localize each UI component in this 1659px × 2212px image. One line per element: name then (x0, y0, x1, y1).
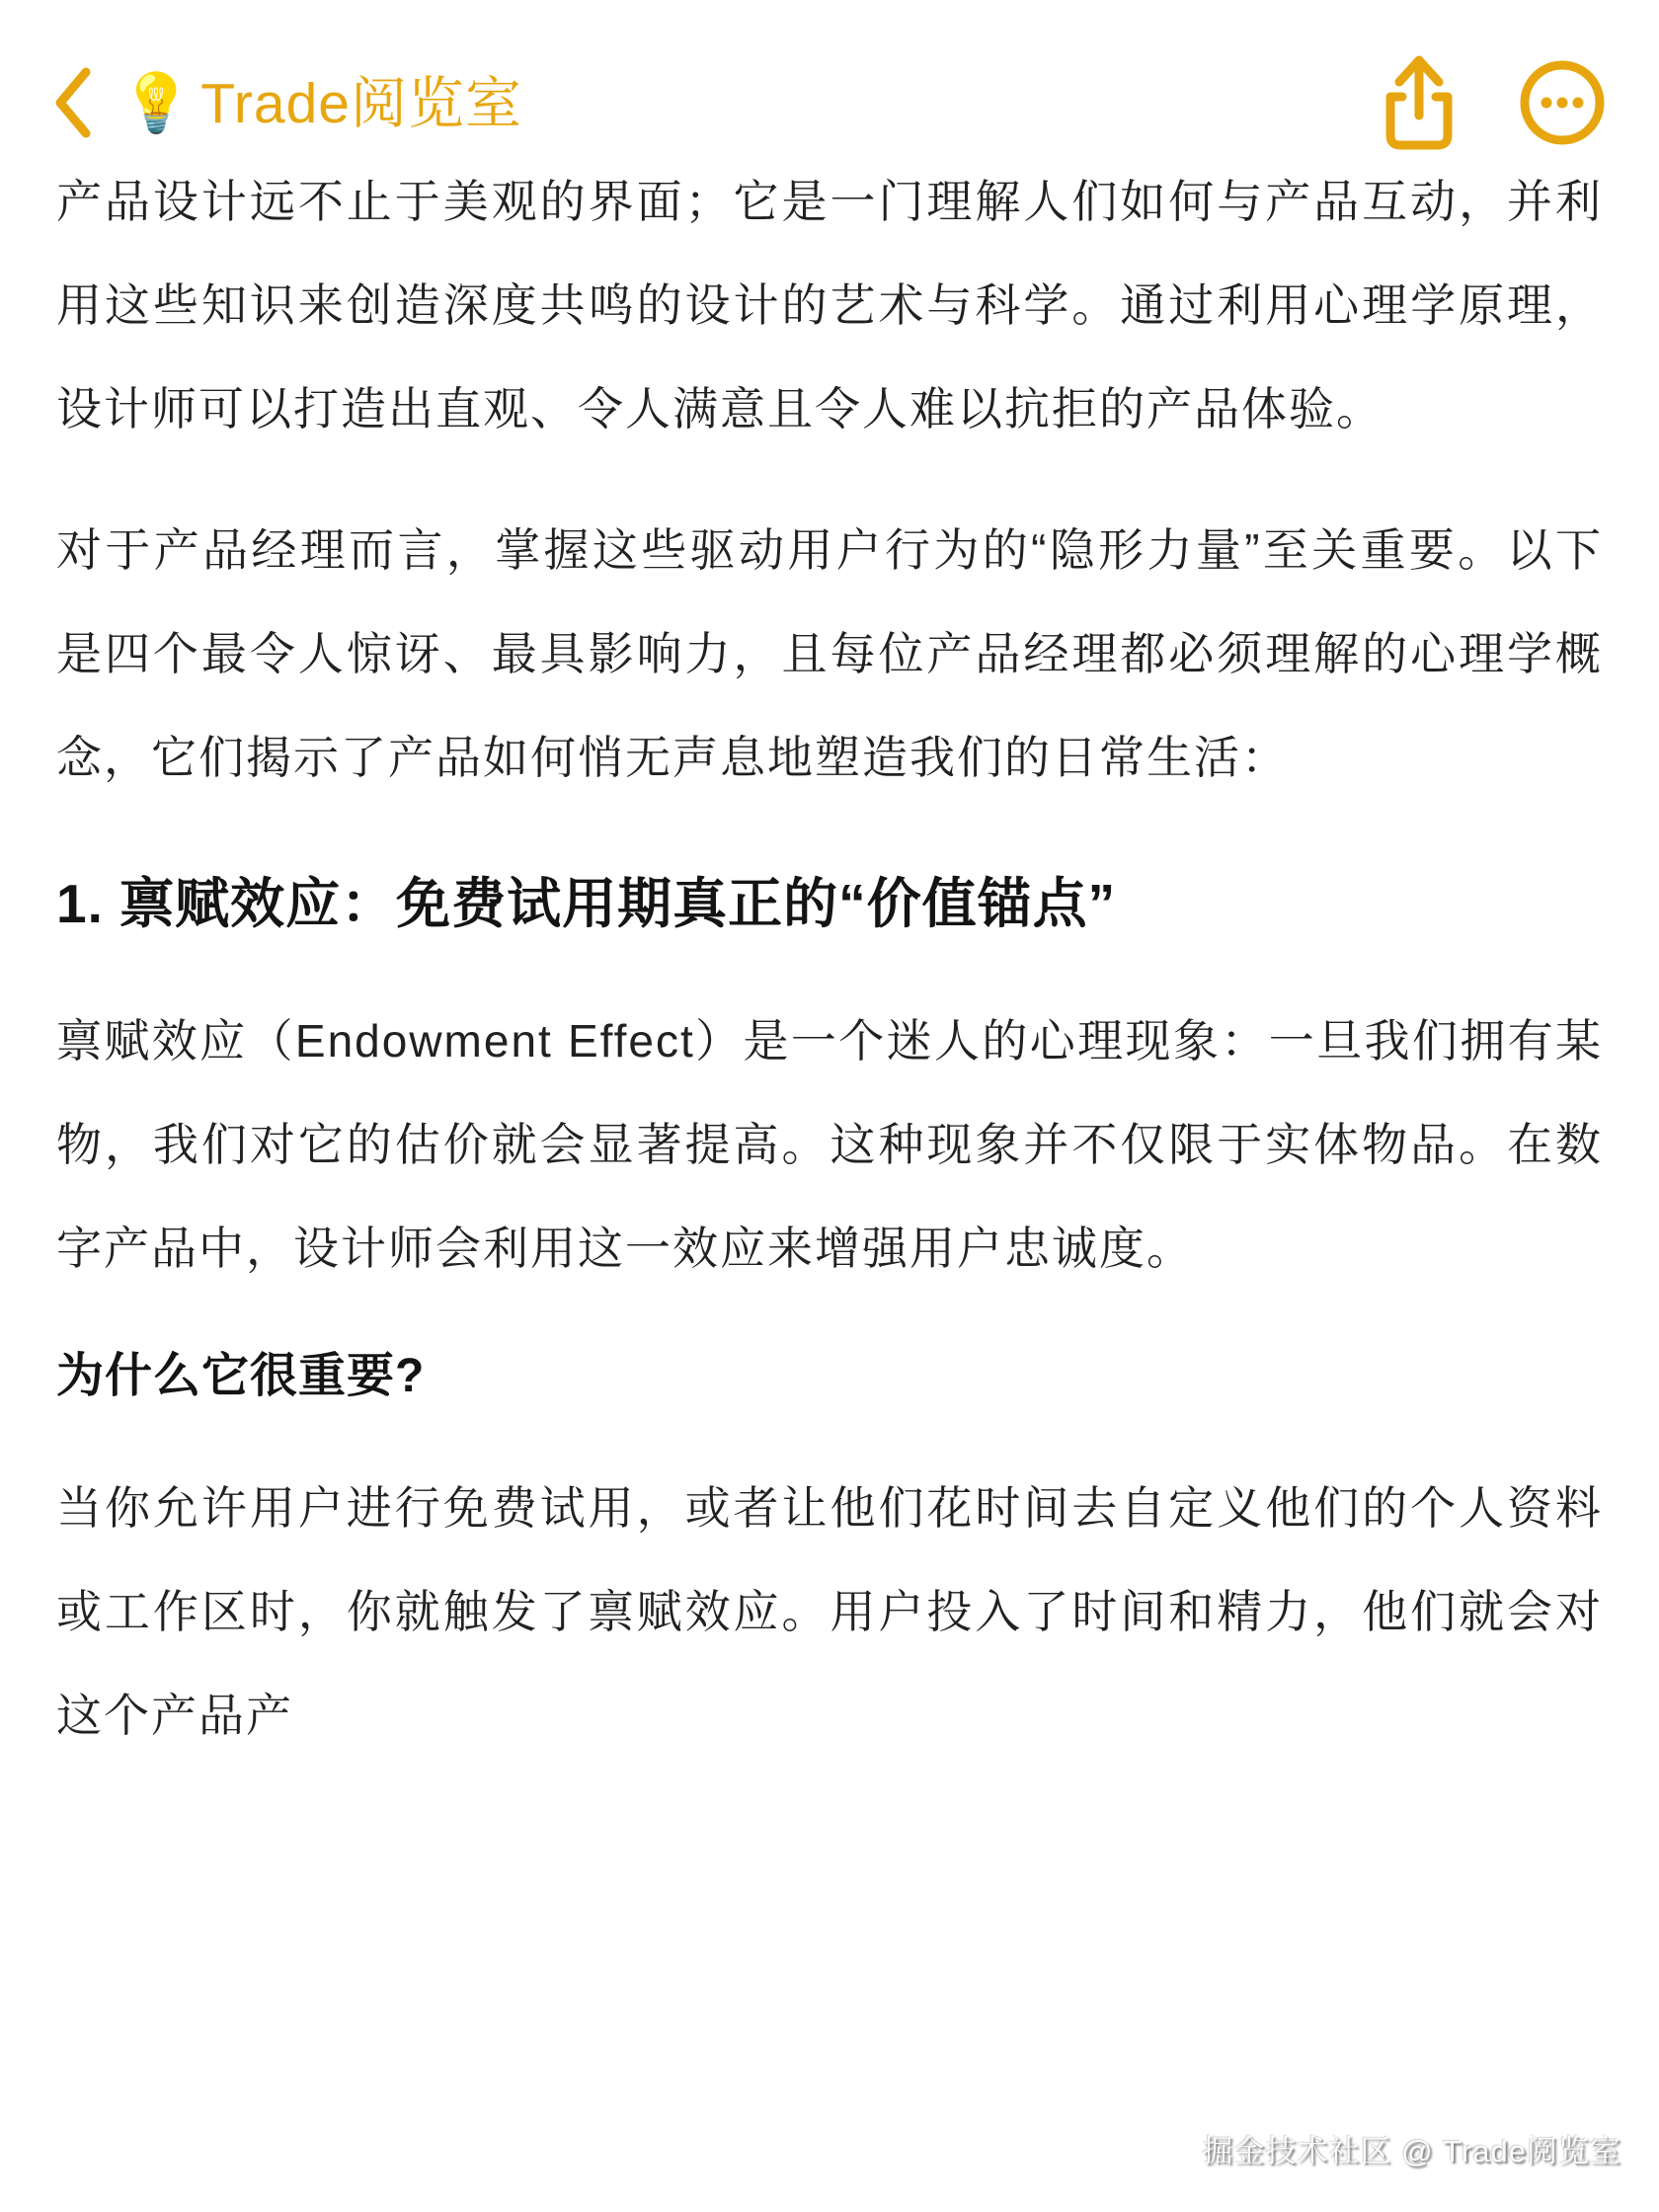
channel-title-text: Trade阅览室 (200, 71, 523, 135)
section-heading-endowment-effect: 1. 禀赋效应：免费试用期真正的“价值锚点” (56, 873, 1117, 934)
more-button[interactable] (1517, 57, 1608, 151)
share-upload-icon (1379, 52, 1460, 156)
channel-title[interactable] (120, 71, 523, 135)
nav-actions (1379, 52, 1608, 156)
paragraph: 产品设计远不止于美观的界面；它是一门理解人们如何与产品互动，并利用这些知识来创造深度共鸣的设计的艺术与科学。通过利用心理学原理，设计师可以打造出直观、令人满意且令人难以抗拒的产品体验。 (56, 176, 1603, 434)
back-button[interactable] (51, 65, 93, 143)
paragraph: 禀赋效应（Endowment Effect）是一个迷人的心理现象：一旦我们拥有某物，我们对它的估价就会显著提高。这种现象并不仅限于实体物品。在数字产品中，设计师会利用这一效应来增强用户忠诚度。 (56, 1015, 1603, 1274)
ellipsis-circle-icon (1517, 57, 1608, 151)
share-button[interactable] (1379, 52, 1460, 156)
nav-bar (0, 0, 1659, 150)
lightbulb-emoji: 💡 (120, 71, 194, 135)
article-content (0, 150, 1659, 1768)
chevron-left-icon (51, 65, 93, 143)
subheading-why-it-matters: 为什么它很重要? (56, 1350, 426, 1402)
paragraph: 对于产品经理而言，掌握这些驱动用户行为的“隐形力量”至关重要。以下是四个最令人惊讶、最具影响力，且每位产品经理都必须理解的心理学概念，它们揭示了产品如何悄无声息地塑造我们的日常生活： (56, 524, 1603, 783)
paragraph: 当你允许用户进行免费试用，或者让他们花时间去自定义他们的个人资料或工作区时，你就触发了禀赋效应。用户投入了时间和精力，他们就会对这个产品产 (56, 1481, 1603, 1741)
watermark: 掘金技术社区 @ Trade阅览室 (1202, 2134, 1621, 2169)
